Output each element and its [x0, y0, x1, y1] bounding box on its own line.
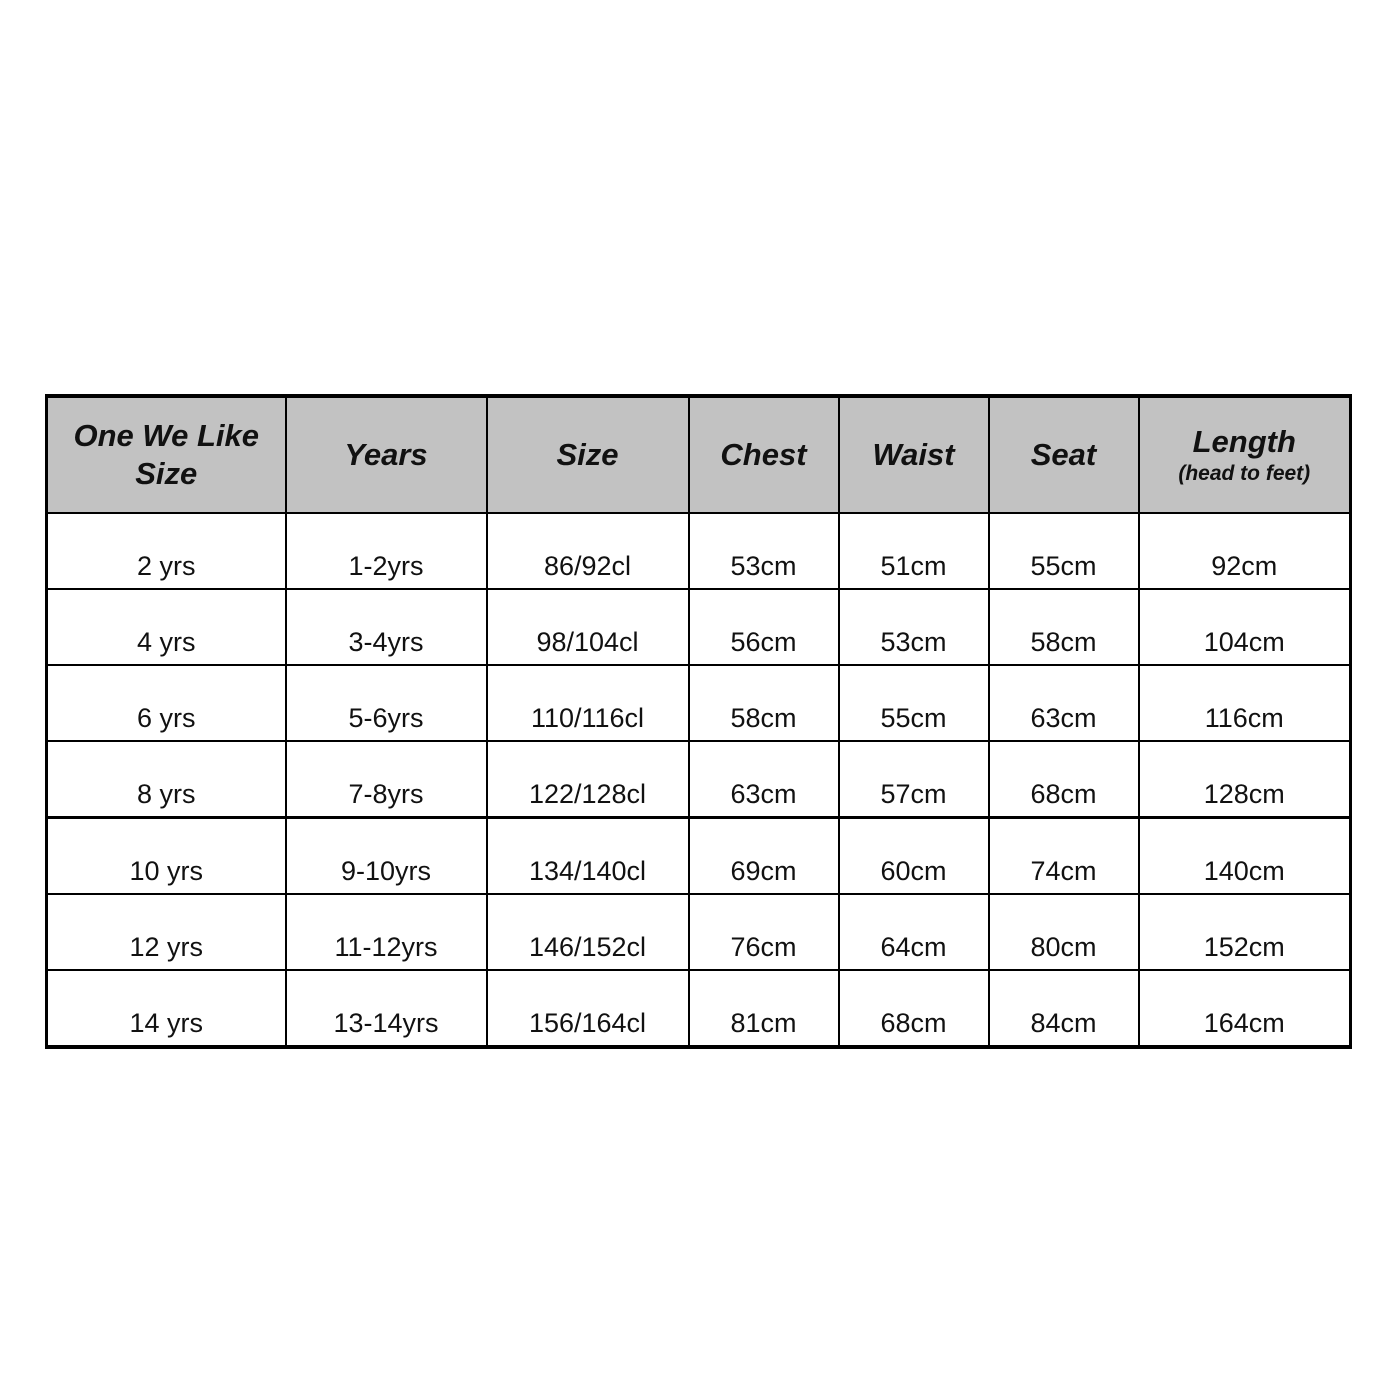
table-row — [47, 589, 1351, 665]
header-label: Seat — [1030, 437, 1097, 472]
table-cell: 134/140cl — [487, 818, 689, 895]
table-cell: 98/104cl — [487, 589, 689, 665]
table-cell: 122/128cl — [487, 741, 689, 818]
table-cell: 12 yrs — [47, 894, 286, 970]
table-row — [47, 970, 1351, 1047]
table-cell: 140cm — [1139, 818, 1351, 895]
table-cell: 60cm — [839, 818, 989, 895]
table-cell: 128cm — [1139, 741, 1351, 818]
header-cell — [286, 396, 487, 513]
header-label: Years — [344, 437, 428, 472]
table-header — [47, 396, 1351, 513]
table-cell: 81cm — [689, 970, 839, 1047]
table-cell: 76cm — [689, 894, 839, 970]
table-cell: 68cm — [839, 970, 989, 1047]
table-row — [47, 665, 1351, 741]
table-cell: 63cm — [989, 665, 1139, 741]
table-cell: 55cm — [989, 513, 1139, 589]
table-cell: 86/92cl — [487, 513, 689, 589]
table-cell: 14 yrs — [47, 970, 286, 1047]
table-body — [47, 513, 1351, 1047]
table-row — [47, 818, 1351, 895]
table-cell: 152cm — [1139, 894, 1351, 970]
table-cell: 92cm — [1139, 513, 1351, 589]
table-cell: 8 yrs — [47, 741, 286, 818]
table-cell: 69cm — [689, 818, 839, 895]
table-cell: 164cm — [1139, 970, 1351, 1047]
table-cell: 80cm — [989, 894, 1139, 970]
table-cell: 6 yrs — [47, 665, 286, 741]
table-cell: 74cm — [989, 818, 1139, 895]
table-cell: 53cm — [839, 589, 989, 665]
table-cell: 64cm — [839, 894, 989, 970]
header-label: Size — [556, 437, 619, 472]
header-sublabel: (head to feet) — [1178, 462, 1311, 485]
table-cell: 104cm — [1139, 589, 1351, 665]
header-cell — [1139, 396, 1351, 513]
table-cell: 1-2yrs — [286, 513, 487, 589]
table-cell: 146/152cl — [487, 894, 689, 970]
table-cell: 10 yrs — [47, 818, 286, 895]
table-cell: 13-14yrs — [286, 970, 487, 1047]
header-row — [47, 396, 1351, 513]
table-cell: 58cm — [989, 589, 1139, 665]
header-label: Chest — [720, 437, 807, 472]
table-cell: 7-8yrs — [286, 741, 487, 818]
table-cell: 63cm — [689, 741, 839, 818]
header-label: Length — [1192, 424, 1296, 459]
table-cell: 53cm — [689, 513, 839, 589]
table-cell: 156/164cl — [487, 970, 689, 1047]
table-cell: 51cm — [839, 513, 989, 589]
table-row — [47, 741, 1351, 818]
table-cell: 58cm — [689, 665, 839, 741]
header-label: One We Like Size — [73, 418, 259, 491]
header-cell — [487, 396, 689, 513]
table-cell: 9-10yrs — [286, 818, 487, 895]
size-chart-table — [45, 394, 1352, 1049]
header-label: Waist — [872, 437, 955, 472]
table-cell: 2 yrs — [47, 513, 286, 589]
table-cell: 56cm — [689, 589, 839, 665]
header-cell — [47, 396, 286, 513]
table-cell: 68cm — [989, 741, 1139, 818]
table-cell: 4 yrs — [47, 589, 286, 665]
table-cell: 110/116cl — [487, 665, 689, 741]
table-cell: 55cm — [839, 665, 989, 741]
table-row — [47, 513, 1351, 589]
table-cell: 84cm — [989, 970, 1139, 1047]
table-cell: 57cm — [839, 741, 989, 818]
header-cell — [689, 396, 839, 513]
table-row — [47, 894, 1351, 970]
header-cell — [989, 396, 1139, 513]
table-cell: 3-4yrs — [286, 589, 487, 665]
table-cell: 116cm — [1139, 665, 1351, 741]
table-cell: 5-6yrs — [286, 665, 487, 741]
header-cell — [839, 396, 989, 513]
table-cell: 11-12yrs — [286, 894, 487, 970]
